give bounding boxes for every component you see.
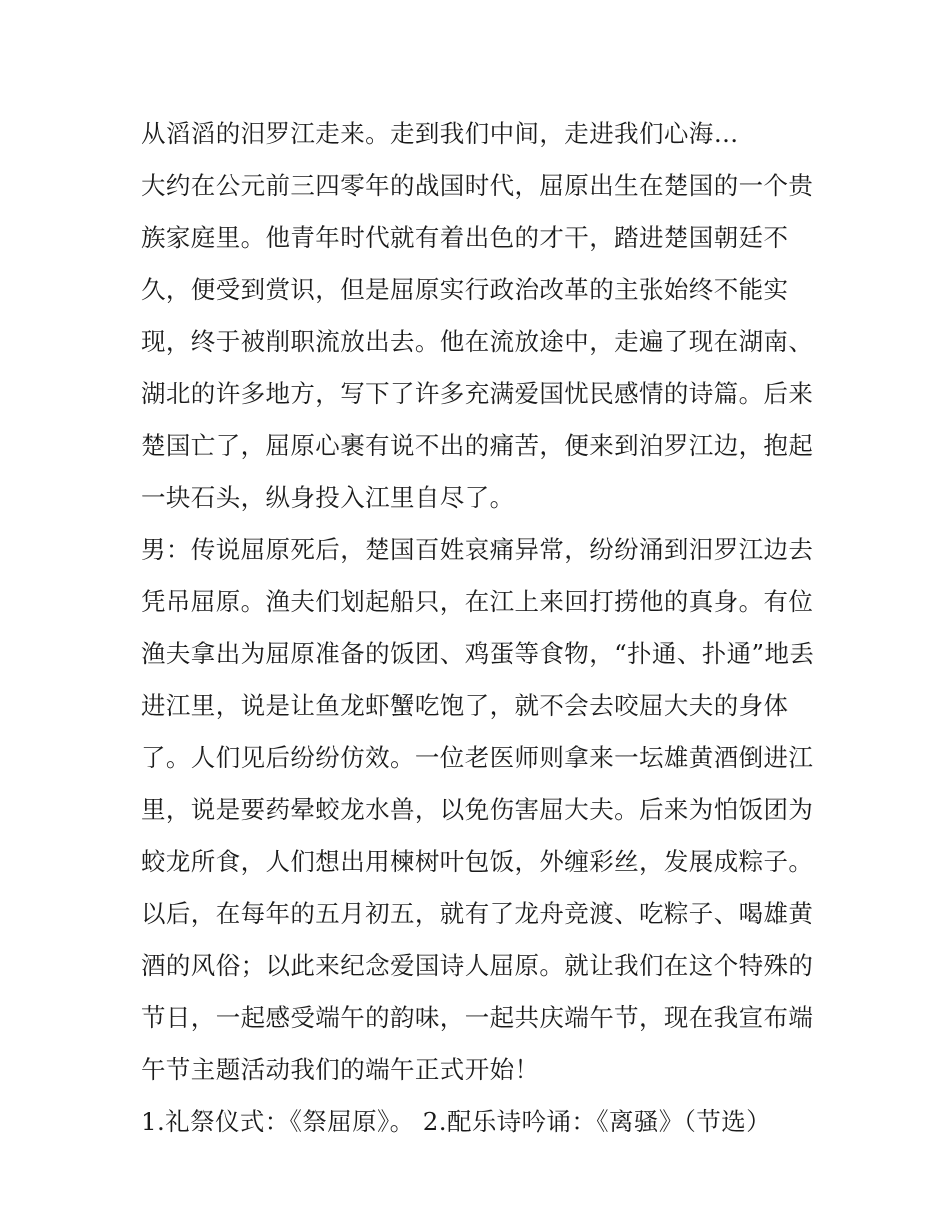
text-line: 里，说是要药晕蛟龙水兽，以免伤害屈大夫。后来为怕饭团为 [141,795,814,824]
text-line: 从滔滔的汨罗江走来。走到我们中间，走进我们心海… [141,119,739,148]
text-line: 男：传说屈原死后，楚国百姓哀痛异常，纷纷涌到汨罗江边去 [141,535,814,564]
text-line: 进江里，说是让鱼龙虾蟹吃饱了，就不会去咬屈大夫的身体 [141,691,789,720]
text-line: 了。人们见后纷纷仿效。一位老医师则拿来一坛雄黄酒倒进江 [141,743,814,772]
text-line: 以后，在每年的五月初五，就有了龙舟竞渡、吃粽子、喝雄黄 [141,899,814,928]
text-line: 凭吊屈原。渔夫们划起船只，在江上来回打捞他的真身。有位 [141,587,814,616]
text-line: 久，便受到赏识，但是屈原实行政治改革的主张始终不能实 [141,275,789,304]
text-line: 大约在公元前三四零年的战国时代，屈原出生在楚国的一个贵 [141,171,814,200]
text-line: 楚国亡了，屈原心裹有说不出的痛苦，便来到泊罗江边，抱起 [141,431,814,460]
text-line: 渔夫拿出为屈原准备的饭团、鸡蛋等食物，“扑通、扑通”地丢 [141,639,815,668]
text-line: 蛟龙所食，人们想出用楝树叶包饭，外缠彩丝，发展成粽子。 [141,847,814,876]
text-line: 节日，一起感受端午的韵味，一起共庆端午节，现在我宣布端 [141,1003,814,1032]
text-line: 酒的风俗；以此来纪念爱国诗人屈原。就让我们在这个特殊的 [141,951,814,980]
text-line: 一块石头，纵身投入江里自尽了。 [141,483,515,512]
document-body [141,108,821,1148]
text-line: 现，终于被削职流放出去。他在流放途中，走遍了现在湖南、 [141,327,814,356]
text-line: 族家庭里。他青年时代就有着出色的才干，踏进楚国朝廷不 [141,223,789,252]
text-line: 湖北的许多地方，写下了许多充满爱国忧民感情的诗篇。后来 [141,379,814,408]
text-line: 1.礼祭仪式：《祭屈原》。 2.配乐诗吟诵：《离骚》（节选） [141,1107,772,1136]
text-line: 午节主题活动我们的端午正式开始！ [141,1055,540,1084]
